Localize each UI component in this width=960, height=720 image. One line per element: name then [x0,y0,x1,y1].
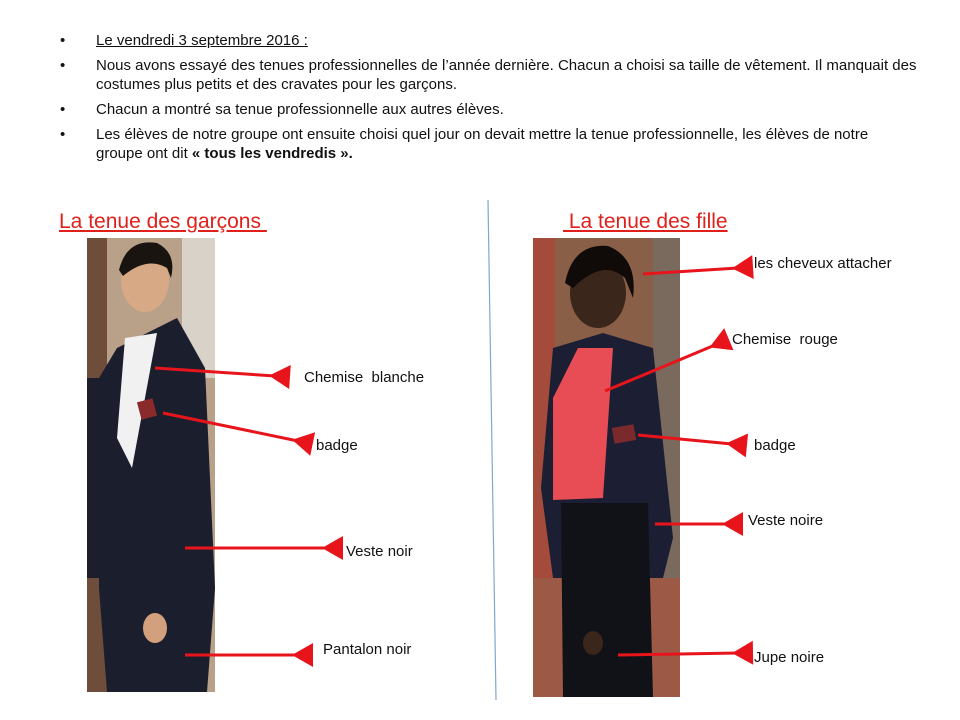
label-jupe-noire: Jupe noire [754,649,825,666]
label-pantalon-noir: Pantalon noir [323,641,412,658]
arrow-icon [155,368,275,376]
arrow-icon [618,653,738,655]
label-cheveux: les cheveux attacher [754,255,892,272]
arrow-icon [163,413,298,441]
column-divider [488,200,496,700]
arrow-icon [605,345,715,391]
label-veste-noire: Veste noire [748,512,824,529]
label-chemise-blanche: Chemise blanche [304,369,425,386]
label-badge-boy: badge [316,437,358,454]
bullet-item: • Les élèves de notre groupe ont ensuite choisi quel jour on devait mettre la tenue professionnelle, les élèves de notre groupe ont dit « tous les vendredis ». [60,126,869,162]
label-chemise-rouge: Chemise rouge [732,331,838,348]
girls-heading: La tenue des fille [563,210,728,233]
bullet-icon: • [60,126,66,143]
bullet-date: • Le vendredi 3 septembre 2016 : [60,32,308,49]
bullet-icon: • [60,32,66,49]
arrow-icon [643,268,738,274]
bullet-icon: • [60,57,66,74]
bullet-item: • Chacun a montré sa tenue professionnelle aux autres élèves. [60,101,504,118]
boys-heading: La tenue des garçons [59,210,267,233]
label-badge-girl: badge [754,437,796,454]
bullet-item: • Nous avons essayé des tenues professionnelles de l’année dernière. Chacun a choisi sa taille de vêtement. Il manquait des costumes plus petits et des cravates pour les garçons. [60,57,917,93]
arrow-icon [638,435,732,444]
bullet-icon: • [60,101,66,118]
label-veste-noir: Veste noir [346,543,413,560]
